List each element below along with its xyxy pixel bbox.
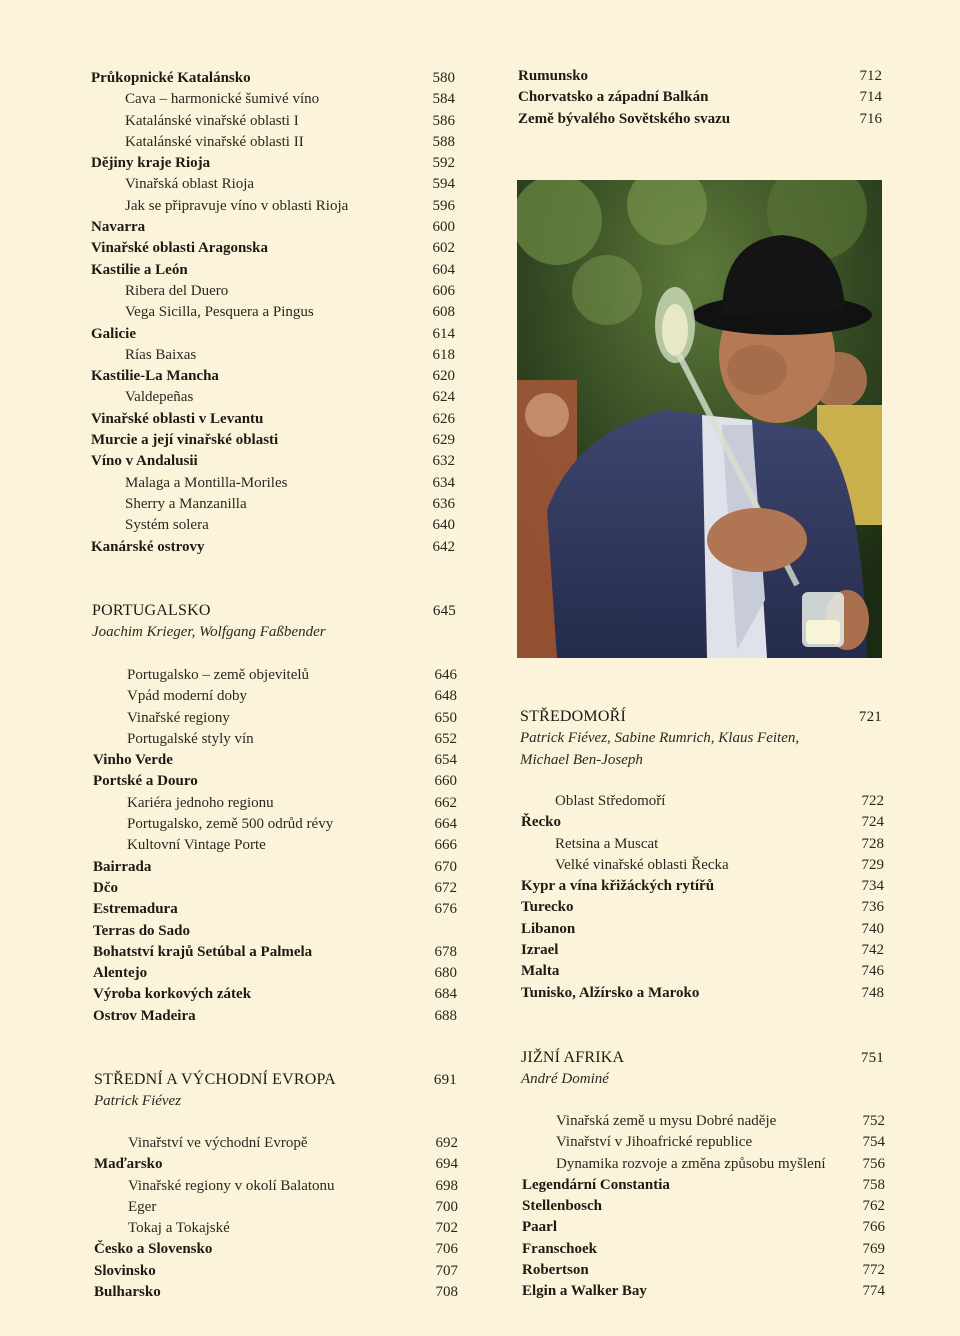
toc-entry-title: Vinho Verde <box>93 752 173 769</box>
toc-entry-page: 626 <box>432 410 455 427</box>
toc-entry <box>94 1218 458 1239</box>
toc-entry-title: Vinařské regiony <box>127 709 230 726</box>
toc-entry-title: Katalánské vinařské oblasti II <box>125 133 304 150</box>
toc-entry-page: 772 <box>862 1262 885 1279</box>
toc-entry <box>91 366 455 387</box>
toc-entry-title: Elgin a Walker Bay <box>522 1283 647 1300</box>
toc-entry-title: Vinařské oblasti v Levantu <box>91 410 264 427</box>
toc-entry <box>93 814 457 835</box>
toc-entry <box>522 1154 885 1175</box>
toc-entry-title: Velké vinařské oblasti Řecka <box>555 856 729 873</box>
toc-entry-page: 624 <box>432 389 455 406</box>
toc-entry-page: 634 <box>432 474 455 491</box>
toc-entry-page: 672 <box>434 879 457 896</box>
toc-entry <box>91 111 455 132</box>
section-page: 691 <box>433 1072 457 1088</box>
toc-entry <box>521 834 884 855</box>
toc-entry-title: Turecko <box>521 899 574 916</box>
toc-entry-title: Eger <box>128 1198 157 1215</box>
section-authors: Joachim Krieger, Wolfgang Faßbender <box>92 624 326 640</box>
toc-entry-title: Portské a Douro <box>93 773 198 790</box>
toc-entry <box>91 68 455 89</box>
toc-entry-page: 722 <box>861 793 884 809</box>
section-authors: André Dominé <box>521 1071 609 1087</box>
toc-entry <box>521 983 884 1004</box>
toc-entry-page: 670 <box>434 858 457 875</box>
toc-entry <box>93 1006 457 1027</box>
toc-entry-title: Dynamika rozvoje a změna způsobu myšlení <box>556 1155 826 1172</box>
photo-man-pouring-wine <box>517 180 882 658</box>
toc-entry <box>522 1111 885 1132</box>
toc-entry-page: 608 <box>432 304 455 321</box>
toc-entry <box>91 324 455 345</box>
toc-entry-page: 746 <box>861 963 884 980</box>
toc-entry-title: Ribera del Duero <box>125 282 229 299</box>
toc-entry-page: 632 <box>432 453 455 470</box>
toc-entry-title: Vpád moderní doby <box>127 688 247 705</box>
section-heading <box>92 600 456 622</box>
toc-entry-title: Libanon <box>521 920 576 937</box>
toc-entry-page: 740 <box>861 920 884 937</box>
toc-entry-title: Vinařské regiony v okolí Balatonu <box>128 1177 335 1194</box>
toc-entry-title: Portugalsko – země objevitelů <box>127 667 310 683</box>
toc-entry-title: Víno v Andalusii <box>91 453 198 470</box>
toc-entry <box>91 132 455 153</box>
toc-entry-title: Estremadura <box>93 901 178 918</box>
toc-entry-page: 660 <box>434 773 457 790</box>
toc-entry-title: Tunisko, Alžírsko a Maroko <box>521 984 700 1001</box>
toc-entry-title: Dějiny kraje Rioja <box>91 155 211 172</box>
section-authors-line2: Michael Ben-Joseph <box>520 751 643 768</box>
toc-entry-title: Malaga a Montilla-Moriles <box>125 474 288 491</box>
toc-entry-title: Tokaj a Tokajské <box>128 1220 230 1237</box>
toc-entry <box>94 1133 458 1154</box>
toc-entry-title: Chorvatsko a západní Balkán <box>518 89 709 106</box>
toc-entry-title: Kastilie-La Mancha <box>91 368 219 385</box>
toc-entry <box>91 174 455 195</box>
toc-entry-page: 692 <box>435 1135 458 1151</box>
toc-entry-page: 706 <box>435 1241 458 1258</box>
toc-entry-title: Kultovní Vintage Porte <box>127 837 266 854</box>
toc-entry-page: 678 <box>434 943 457 960</box>
section-authors: Patrick Fiévez <box>94 1093 182 1109</box>
toc-entry <box>93 665 457 686</box>
toc-entry-page: 580 <box>432 70 455 86</box>
toc-entry-title: Cava – harmonické šumivé víno <box>125 91 320 108</box>
toc-entry <box>91 387 455 408</box>
toc-entry-title: Malta <box>521 963 560 980</box>
toc-entry <box>94 1154 458 1175</box>
section-heading <box>520 706 882 728</box>
toc-entry <box>521 940 884 961</box>
toc-entry-title: Bairrada <box>93 858 152 875</box>
toc-entry-title: Bulharsko <box>94 1284 161 1301</box>
toc-entry-title: Galicie <box>91 325 136 342</box>
toc-entry <box>521 897 884 918</box>
toc-entry-title: Terras do Sado <box>93 922 190 939</box>
toc-entry-page: 620 <box>432 368 455 385</box>
toc-entry-page: 652 <box>434 730 457 747</box>
toc-entry-page: 676 <box>434 901 457 918</box>
toc-entry-page: 586 <box>432 112 455 129</box>
toc-entry-page: 712 <box>859 68 882 84</box>
toc-entry-title: Kastilie a León <box>91 261 188 278</box>
toc-entry-page: 714 <box>859 89 882 106</box>
toc-entry-title: Rumunsko <box>518 68 589 84</box>
toc-entry <box>93 857 457 878</box>
toc-entry-title: Vinařská oblast Rioja <box>125 176 255 193</box>
toc-entry-page: 642 <box>432 538 455 555</box>
toc-entry-page: 584 <box>432 91 455 108</box>
toc-entry-title: Vinařství ve východní Evropě <box>128 1135 308 1151</box>
toc-entry-page: 754 <box>862 1134 885 1151</box>
toc-entry-title: Maďarsko <box>94 1156 163 1173</box>
toc-entry <box>93 729 457 750</box>
toc-entry-title: Izrael <box>521 942 559 959</box>
toc-entry-page: 654 <box>434 752 457 769</box>
toc-entry <box>91 473 455 494</box>
toc-entry-page: 729 <box>861 856 884 873</box>
toc-eastern-list <box>518 66 882 130</box>
section-page: 645 <box>432 603 456 619</box>
toc-entry <box>91 302 455 323</box>
toc-entry-page: 700 <box>435 1198 458 1215</box>
toc-entry-page: 666 <box>434 837 457 854</box>
toc-entry-page: 716 <box>859 110 882 127</box>
toc-entry <box>91 238 455 259</box>
toc-entry <box>94 1176 458 1197</box>
toc-entry-page: 688 <box>434 1007 457 1024</box>
toc-entry <box>93 708 457 729</box>
toc-entry <box>522 1281 885 1302</box>
toc-entry-title: Legendární Constantia <box>522 1176 670 1193</box>
toc-entry-title: Česko a Slovensko <box>94 1241 213 1258</box>
toc-entry-title: Výroba korkových zátek <box>93 986 252 1003</box>
toc-entry <box>522 1132 885 1153</box>
toc-entry-title: Navarra <box>91 219 146 236</box>
toc-entry <box>91 345 455 366</box>
photo-illustration <box>517 180 882 658</box>
toc-entry <box>91 515 455 536</box>
section-south-africa <box>521 1047 884 1091</box>
toc-portugal-list <box>93 665 457 1027</box>
toc-entry-title: Robertson <box>522 1262 589 1279</box>
section-page: 751 <box>860 1050 884 1066</box>
toc-entry-title: Valdepeñas <box>125 389 194 406</box>
toc-entry <box>518 66 882 87</box>
toc-entry-page: 766 <box>862 1219 885 1236</box>
toc-entry-page: 650 <box>434 709 457 726</box>
toc-entry <box>94 1261 458 1282</box>
toc-entry-title: Murcie a její vinařské oblasti <box>91 432 279 449</box>
toc-entry-title: Retsina a Muscat <box>555 835 659 852</box>
toc-entry <box>521 919 884 940</box>
toc-entry <box>93 771 457 792</box>
toc-entry-title: Slovinsko <box>94 1262 156 1279</box>
toc-entry-page: 646 <box>434 667 457 683</box>
toc-entry-page: 702 <box>435 1220 458 1237</box>
toc-entry <box>93 963 457 984</box>
toc-entry-page: 734 <box>861 878 884 895</box>
toc-entry-page: 600 <box>432 219 455 236</box>
toc-entry-title: Katalánské vinařské oblasti I <box>125 112 299 129</box>
toc-entry-title: Bohatství krajů Setúbal a Palmela <box>93 943 313 960</box>
toc-entry-title: Vega Sicilla, Pesquera a Pingus <box>125 304 314 321</box>
section-title: STŘEDNÍ A VÝCHODNÍ EVROPA <box>94 1071 336 1088</box>
toc-entry-title: Země bývalého Sovětského svazu <box>518 110 731 127</box>
toc-entry <box>93 835 457 856</box>
toc-entry-title: Kanárské ostrovy <box>91 538 205 555</box>
toc-entry <box>91 89 455 110</box>
toc-entry-title: Kariéra jednoho regionu <box>127 794 274 811</box>
toc-entry <box>521 855 884 876</box>
toc-entry <box>91 260 455 281</box>
toc-entry-title: Řecko <box>521 814 561 831</box>
section-authors-line1: Patrick Fiévez, Sabine Rumrich, Klaus Feiten, <box>520 730 800 746</box>
toc-entry <box>522 1175 885 1196</box>
toc-entry-title: Ostrov Madeira <box>93 1007 196 1024</box>
toc-entry <box>522 1239 885 1260</box>
toc-entry-page: 588 <box>432 133 455 150</box>
toc-entry <box>518 87 882 108</box>
section-title: STŘEDOMOŘÍ <box>520 708 627 725</box>
toc-entry <box>94 1197 458 1218</box>
toc-entry-page: 606 <box>432 282 455 299</box>
toc-entry-page: 728 <box>861 835 884 852</box>
toc-entry-page: 758 <box>862 1176 885 1193</box>
toc-entry <box>93 750 457 771</box>
section-central-europe <box>94 1069 457 1113</box>
toc-entry-page: 748 <box>861 984 884 1001</box>
toc-entry-title: Portugalské styly vín <box>127 730 254 747</box>
toc-entry-title: Paarl <box>522 1219 557 1236</box>
toc-entry-title: Vinařská země u mysu Dobré naděje <box>556 1113 777 1129</box>
toc-entry <box>521 791 884 812</box>
toc-entry-title: Stellenbosch <box>522 1198 603 1215</box>
toc-entry <box>91 153 455 174</box>
toc-entry <box>91 451 455 472</box>
toc-entry <box>521 961 884 982</box>
toc-entry-page: 664 <box>434 816 457 833</box>
toc-entry-page: 648 <box>434 688 457 705</box>
toc-entry-page: 756 <box>862 1155 885 1172</box>
toc-entry-page: 684 <box>434 986 457 1003</box>
toc-entry-page: 769 <box>862 1240 885 1257</box>
toc-entry-title: Dčo <box>93 879 118 896</box>
section-mediterranean <box>520 706 882 771</box>
toc-spain-list <box>91 68 455 558</box>
toc-entry-title: Systém solera <box>125 517 209 534</box>
section-portugal <box>92 600 456 644</box>
toc-entry-page: 707 <box>435 1262 458 1279</box>
toc-entry-title: Jak se připravuje víno v oblasti Rioja <box>125 197 349 214</box>
toc-entry-title: Kypr a vína křižáckých rytířů <box>521 878 715 895</box>
toc-entry-page: 629 <box>432 432 455 449</box>
toc-entry <box>93 793 457 814</box>
toc-entry-page: 614 <box>432 325 455 342</box>
toc-entry-page: 736 <box>861 899 884 916</box>
toc-entry-page: 752 <box>862 1113 885 1129</box>
toc-entry <box>91 196 455 217</box>
toc-entry-page: 596 <box>432 197 455 214</box>
section-heading <box>521 1047 884 1069</box>
toc-entry <box>93 899 457 920</box>
toc-central-europe-list <box>94 1133 458 1303</box>
toc-entry-title: Vinařství v Jihoafrické republice <box>556 1134 753 1151</box>
toc-entry-page: 592 <box>432 155 455 172</box>
toc-entry-page: 594 <box>432 176 455 193</box>
toc-entry-page: 694 <box>435 1156 458 1173</box>
toc-entry-page: 708 <box>435 1284 458 1301</box>
section-heading <box>94 1069 457 1091</box>
toc-entry <box>91 430 455 451</box>
toc-entry <box>94 1282 458 1303</box>
toc-entry-page: 640 <box>432 517 455 534</box>
toc-entry-title: Sherry a Manzanilla <box>125 495 247 512</box>
toc-entry <box>91 537 455 558</box>
toc-entry-page: 680 <box>434 965 457 982</box>
toc-entry-page: 724 <box>861 814 884 831</box>
toc-south-africa-list <box>522 1111 885 1303</box>
toc-entry <box>91 409 455 430</box>
toc-entry-page: 602 <box>432 240 455 257</box>
section-title: JIŽNÍ AFRIKA <box>521 1049 625 1066</box>
toc-entry <box>91 281 455 302</box>
toc-entry <box>91 217 455 238</box>
toc-entry <box>91 494 455 515</box>
toc-entry <box>521 876 884 897</box>
toc-entry <box>93 686 457 707</box>
toc-entry-page: 774 <box>862 1283 885 1300</box>
section-page: 721 <box>858 709 882 725</box>
toc-entry <box>93 984 457 1005</box>
toc-entry <box>521 812 884 833</box>
toc-mediterranean-list <box>521 791 884 1004</box>
toc-entry-page: 698 <box>435 1177 458 1194</box>
toc-entry <box>518 109 882 130</box>
toc-entry <box>522 1217 885 1238</box>
toc-entry <box>522 1196 885 1217</box>
toc-entry-title: Vinařské oblasti Aragonska <box>91 240 268 257</box>
toc-entry-title: Portugalsko, země 500 odrůd révy <box>127 816 334 833</box>
toc-entry-title: Rías Baixas <box>125 346 197 363</box>
toc-entry-page: 742 <box>861 942 884 959</box>
toc-entry-page: 636 <box>432 495 455 512</box>
toc-entry-page: 604 <box>432 261 455 278</box>
toc-entry <box>93 942 457 963</box>
toc-entry <box>93 921 457 942</box>
toc-entry <box>94 1239 458 1260</box>
toc-entry-title: Oblast Středomoří <box>555 793 666 809</box>
toc-entry-title: Průkopnické Katalánsko <box>91 70 251 86</box>
toc-entry-page: 618 <box>432 346 455 363</box>
toc-entry-page: 762 <box>862 1198 885 1215</box>
section-title: PORTUGALSKO <box>92 602 211 619</box>
toc-entry-page: 662 <box>434 794 457 811</box>
toc-entry-title: Alentejo <box>93 965 148 982</box>
toc-entry <box>522 1260 885 1281</box>
toc-entry <box>93 878 457 899</box>
toc-entry-title: Franschoek <box>522 1240 597 1257</box>
